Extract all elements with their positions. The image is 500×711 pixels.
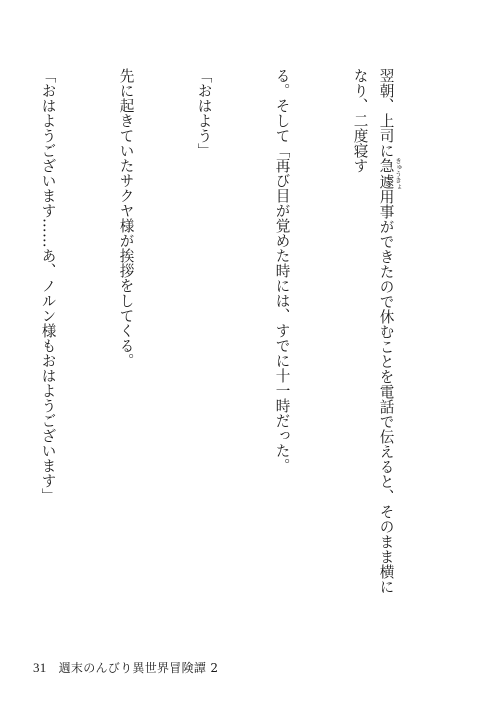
ruby-reading: きゅうきょ (394, 157, 402, 190)
page-footer (33, 659, 218, 676)
text-line-2: る。そして「再び目が覚めた時には、すでに十一時だった。 (273, 68, 291, 473)
book-title: 週末のんびり異世界冒険譚 2 (58, 661, 219, 675)
page-number: 31 (33, 660, 47, 675)
text-line-1 (347, 68, 403, 608)
body-text (38, 68, 454, 608)
ruby-kyuukyo (377, 157, 402, 190)
text-line-1-start: 翌朝、上司に (377, 68, 395, 158)
text-line-5: 「おはようございます……あ、ノルン様もおはようございます」 (39, 68, 57, 503)
text-line-3: 「おはよう」 (195, 68, 213, 158)
text-line-1-rest: 用事ができたので休むことを電話で伝えると、そのまま横になり、二度寝す (351, 68, 395, 595)
text-line-4: 先に起きていたサクヤ様が挨拶をしてくる。 (117, 68, 135, 368)
ruby-base: 急遽 (377, 157, 395, 190)
